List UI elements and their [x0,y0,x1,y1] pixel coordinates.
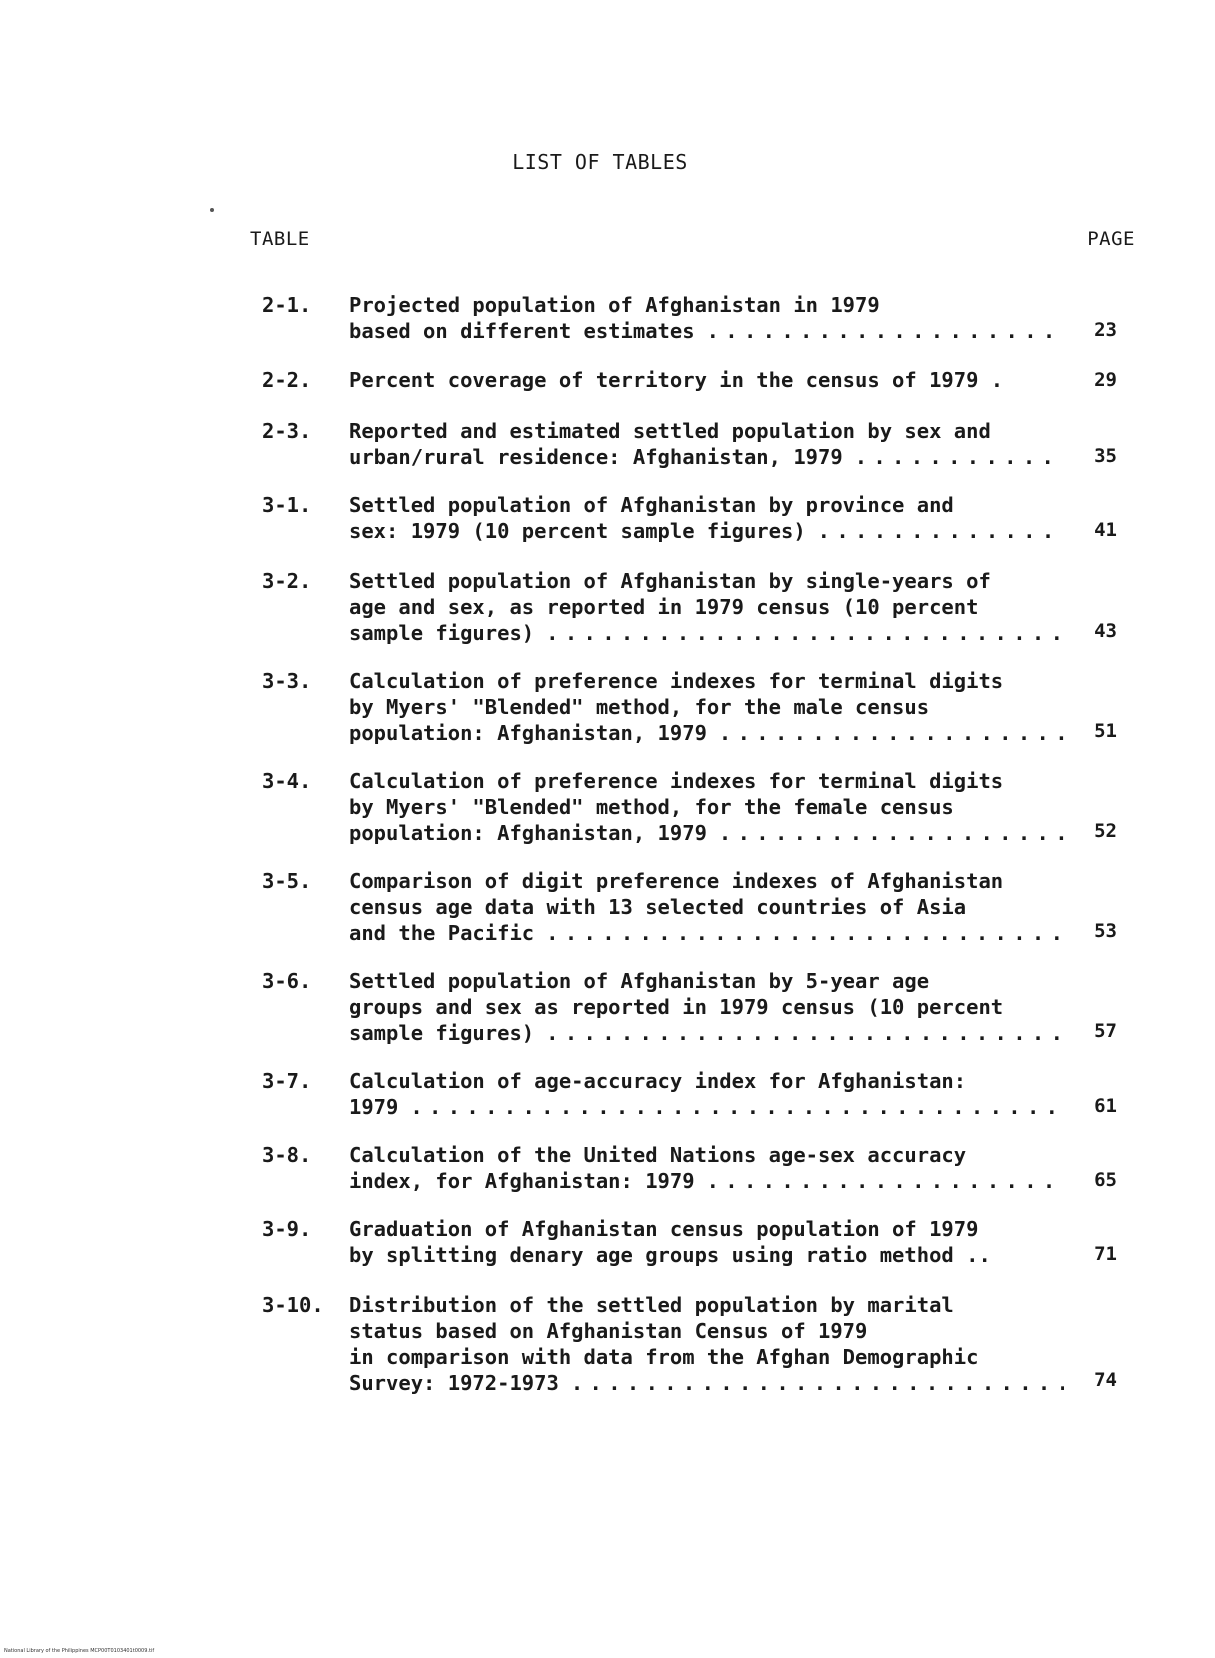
page-number: 29 [1094,369,1117,391]
table-column-header: TABLE [250,228,310,250]
table-caption [349,568,1064,646]
leader-dots [855,444,1064,470]
caption-line: sample figures) . . . [349,620,1064,646]
table-number: 3-9. [262,1217,312,1241]
table-caption [349,367,1064,393]
table-number: 3-3. [262,669,312,693]
table-caption [349,1142,1064,1194]
table-number: 3-6. [262,969,312,993]
leader-dots [719,820,1064,846]
leader-dots [546,1020,1064,1046]
caption-line: Percent coverage of territory in the census of 1979 . [349,368,1004,392]
table-caption [349,768,1064,846]
caption-line: groups and sex as reported in 1979 census (10 percent [349,995,1004,1019]
leader-dots [571,1370,1064,1396]
table-number: 2-2. [262,368,312,392]
caption-line: Survey: 1972-1973 . . . [349,1370,1064,1396]
caption-line: 1979 . . . [349,1094,1064,1120]
leader-dots [410,1094,1064,1120]
caption-line: by splitting denary age groups using ratio method .. [349,1243,991,1267]
page-number: 65 [1094,1169,1117,1191]
page-number: 71 [1094,1243,1117,1265]
page-number: 57 [1094,1020,1117,1042]
leader-dots [818,518,1064,544]
caption-line: population: Afghanistan, 1979 . . . [349,720,1064,746]
table-caption [349,292,1064,344]
table-number: 3-7. [262,1069,312,1093]
page-number: 53 [1094,920,1117,942]
page-number: 43 [1094,620,1117,642]
scan-footer: National Library of the Philippines MCP00T0103401t0009.tif [4,1648,155,1654]
scan-speck [210,208,214,212]
leader-dots [707,1168,1064,1194]
table-caption [349,868,1064,946]
caption-line: Settled population of Afghanistan by province and [349,493,954,517]
table-caption [349,1216,1064,1268]
page-number: 35 [1094,445,1117,467]
caption-line: Calculation of age-accuracy index for Afghanistan: [349,1069,967,1093]
caption-line: in comparison with data from the Afghan Demographic [349,1345,979,1369]
caption-line: by Myers' "Blended" method, for the male census [349,695,930,719]
page-number: 61 [1094,1095,1117,1117]
caption-line: Comparison of digit preference indexes of Afghanistan [349,869,1004,893]
table-caption [349,1068,1064,1120]
table-caption [349,492,1064,544]
page-number: 74 [1094,1369,1117,1391]
page-number: 41 [1094,519,1117,541]
page-number: 51 [1094,720,1117,742]
leader-dots [546,620,1064,646]
caption-line: Calculation of preference indexes for terminal digits [349,669,1004,693]
caption-line: urban/rural residence: Afghanistan, 1979 . . . [349,444,1064,470]
table-number: 3-10. [262,1293,324,1317]
caption-line: sex: 1979 (10 percent sample figures) . . . [349,518,1064,544]
table-number: 3-5. [262,869,312,893]
caption-line: Calculation of preference indexes for terminal digits [349,769,1004,793]
table-caption [349,1292,1064,1396]
table-caption [349,418,1064,470]
table-number: 2-1. [262,293,312,317]
leader-dots [546,920,1064,946]
table-number: 3-4. [262,769,312,793]
page-title: LIST OF TABLES [512,150,688,174]
caption-line: Reported and estimated settled population by sex and [349,419,991,443]
page-column-header: PAGE [1087,228,1135,250]
table-number: 2-3. [262,419,312,443]
caption-line: by Myers' "Blended" method, for the female census [349,795,954,819]
caption-line: and the Pacific . . . [349,920,1064,946]
table-caption [349,668,1064,746]
leader-dots [719,720,1064,746]
page-number: 52 [1094,820,1117,842]
table-number: 3-1. [262,493,312,517]
page-number: 23 [1094,319,1117,341]
table-number: 3-2. [262,569,312,593]
table-number: 3-8. [262,1143,312,1167]
caption-line: census age data with 13 selected countries of Asia [349,895,967,919]
table-caption [349,968,1064,1046]
caption-line: sample figures) . . . [349,1020,1064,1046]
caption-line: Settled population of Afghanistan by single-years of [349,569,991,593]
caption-line: Settled population of Afghanistan by 5-year age [349,969,930,993]
leader-dots [707,318,1064,344]
caption-line: Projected population of Afghanistan in 1979 [349,293,880,317]
caption-line: Graduation of Afghanistan census population of 1979 [349,1217,979,1241]
caption-line: Calculation of the United Nations age-sex accuracy [349,1143,967,1167]
caption-line: index, for Afghanistan: 1979 . . . [349,1168,1064,1194]
caption-line: Distribution of the settled population by marital [349,1293,954,1317]
caption-line: age and sex, as reported in 1979 census (10 percent [349,595,979,619]
caption-line: based on different estimates . . . [349,318,1064,344]
caption-line: population: Afghanistan, 1979 . . . [349,820,1064,846]
caption-line: status based on Afghanistan Census of 1979 [349,1319,868,1343]
